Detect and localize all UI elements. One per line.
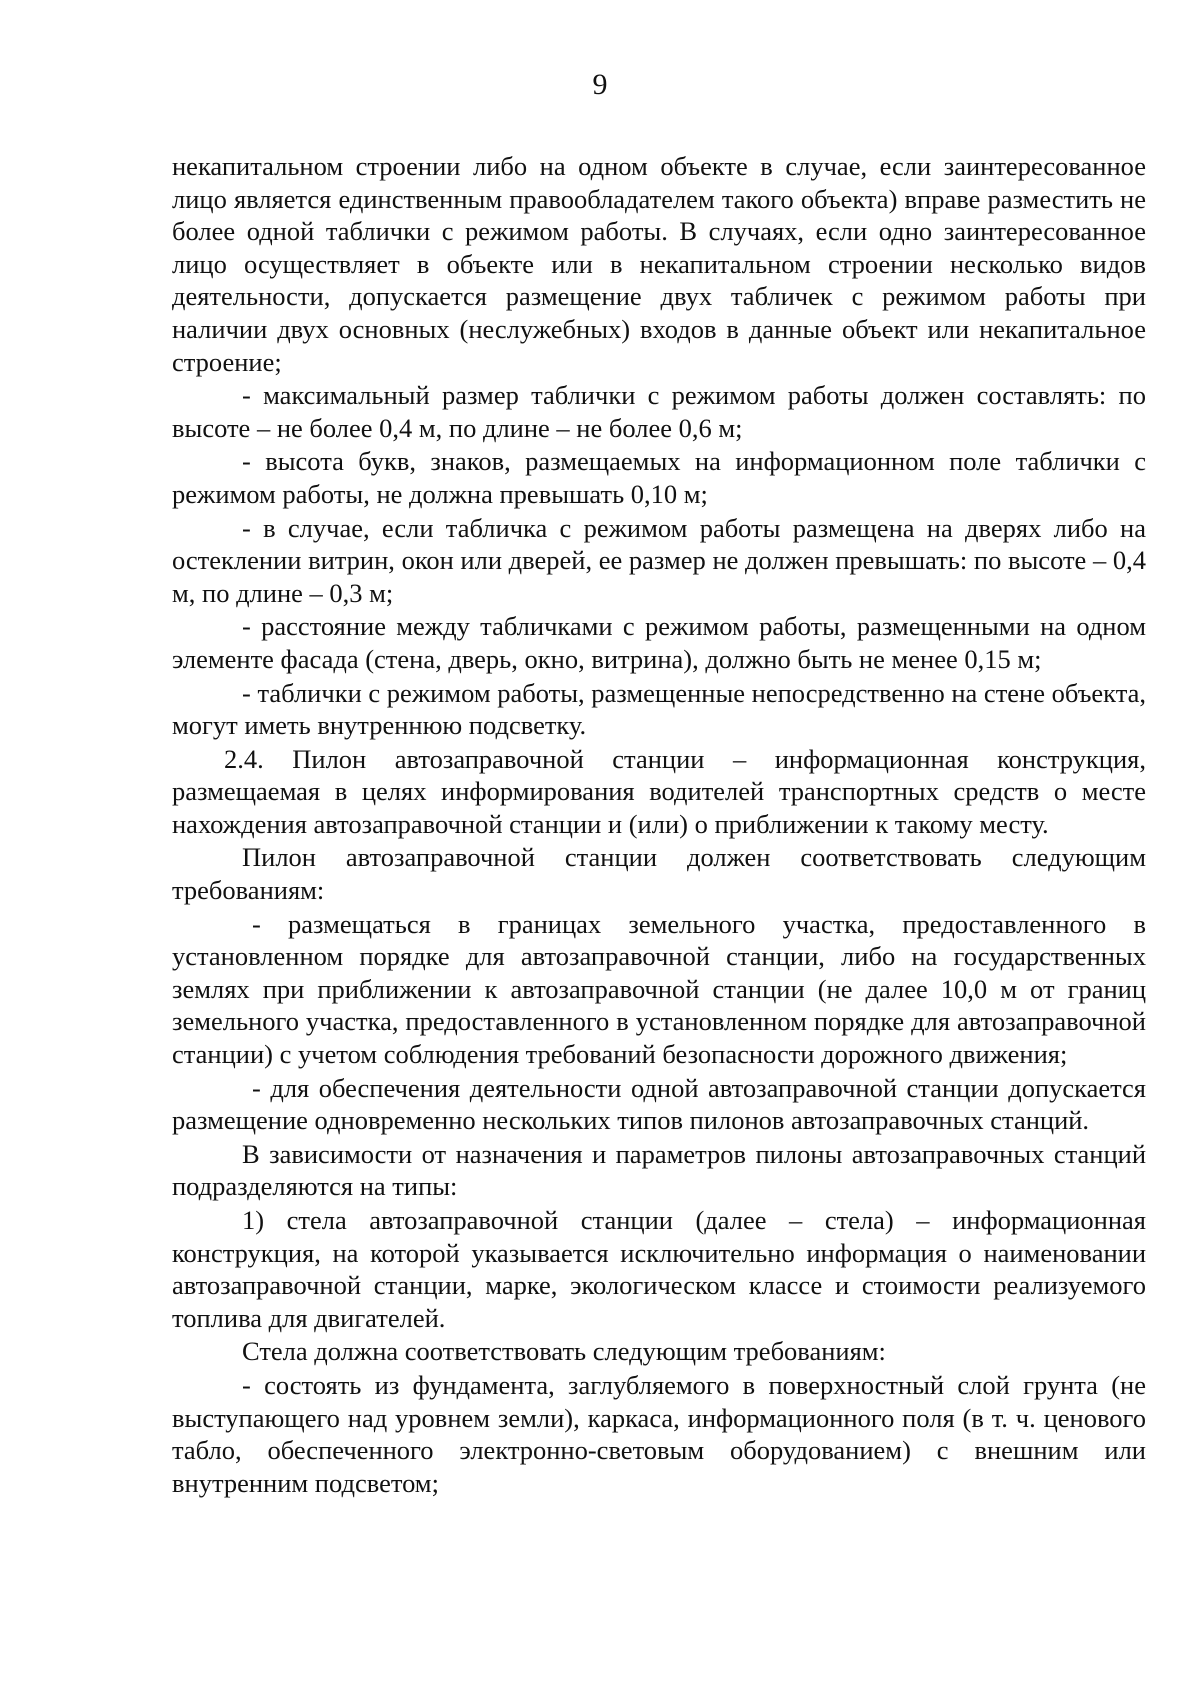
list-item-letter-height: - высота букв, знаков, размещаемых на информационном поле таблички с режимом работы, не должна превышать 0,10 м; <box>172 446 1146 509</box>
paragraph-pylon-types: В зависимости от назначения и параметров пилоны автозаправочных станций подразделяются на типы: <box>172 1138 1146 1202</box>
list-item-backlight: - таблички с режимом работы, размещенные непосредственно на стене объекта, могут иметь внутреннюю подсветку. <box>172 677 1146 741</box>
list-item-max-size: - максимальный размер таблички с режимом работы должен составлять: по высоте – не более 0,4 м, по длине – не более 0,6 м; <box>172 380 1146 443</box>
paragraph-pylon-requirements: Пилон автозаправочной станции должен соответствовать следующим требованиям: <box>172 842 1146 906</box>
page-number: 9 <box>592 68 608 101</box>
list-item-door-placement: - в случае, если табличка с режимом работы размещена на дверях либо на остеклении витрин, окон или дверей, ее размер не должен превышать: по высоте – 0,4 м, по длине – 0,3 м; <box>172 512 1146 608</box>
list-item-stele-definition: 1) стела автозаправочной станции (далее – стела) – информационная конструкция, на которой указывается исключительно информация о наименовании автозаправочной станции, марке, экологическом классе и стоимости реализуемого топлива для двигателей. <box>172 1205 1146 1333</box>
paragraph-stele-requirements: Стела должна соответствовать следующим требованиям: <box>242 1336 886 1367</box>
list-item-multiple-types: - для обеспечения деятельности одной автозаправочной станции допускается размещение одновременно нескольких типов пилонов автозаправочных станций. <box>172 1072 1146 1136</box>
section-2-4: 2.4. Пилон автозаправочной станции – информационная конструкция, размещаемая в целях информирования водителей транспортных средств о месте нахождения автозаправочной станции и (или) о приближении к такому месту. <box>172 743 1146 839</box>
list-item-placement: - размещаться в границах земельного участка, предоставленного в установленном порядке для автозаправочной станции, либо на государственных землях при приближении к автозаправочной станции (не далее 10,0 м от границ земельного участка, предоставленного в установленном порядке для автозаправочной станции) с учетом соблюдения требований безопасности дорожного движения; <box>172 908 1146 1070</box>
document-body <box>172 150 1146 1500</box>
list-item-distance: - расстояние между табличками с режимом работы, размещенными на одном элементе фасада (стена, дверь, окно, витрина), должно быть не менее 0,15 м; <box>172 611 1146 674</box>
list-item-stele-structure: - состоять из фундамента, заглубляемого в поверхностный слой грунта (не выступающего над уровнем земли), каркаса, информационного поля (в т. ч. ценового табло, обеспеченного электронно-световым оборудованием) с внешним или внутренним подсветом; <box>172 1369 1146 1498</box>
paragraph-continuation: некапитальном строении либо на одном объекте в случае, если заинтересованное лицо является единственным правообладателем такого объекта) вправе разместить не более одной таблички с режимом работы. В случаях, если одно заинтересованное лицо осуществляет в объекте или в некапитальном строении несколько видов деятельности, допускается размещение двух табличек с режимом работы при наличии двух основных (неслужебных) входов в данные объект или некапитальное строение; <box>172 151 1146 377</box>
